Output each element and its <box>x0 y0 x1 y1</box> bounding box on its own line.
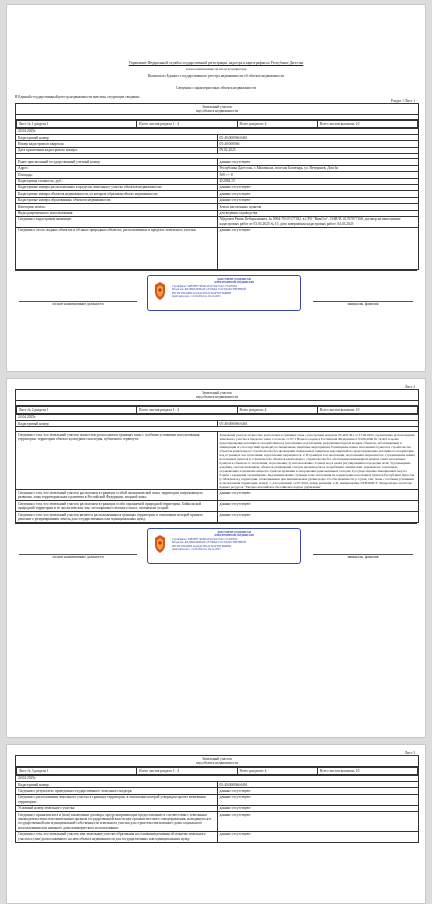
row-label: Сведения о том, что земельный участок или земельные участки образованы на основании решения об изъятии земельного участка и (или) расположенного на нем объекта недвижимости для государственных или муниципальных нужд: <box>16 831 218 842</box>
row-label: Сведения о принятии акта и (или) заключении договора, предусматривающих предоставление в соответствии с земельным законодательством исполнительным органом государственной власти или органом местного самоуправления, находящегося в государственной или муниципальной собственности земельного участка для строительства наемного дома социального использования или наемного дома коммерческого использования: <box>16 812 218 832</box>
row-label: Сведения о расположении земельного участка в границах территории, в отношении которой утвержден проект межевания территории: <box>16 794 218 805</box>
cadastral-number-value: 05:40:000066:6461 <box>217 421 419 427</box>
row-value: данные отсутствуют <box>217 184 419 190</box>
stamp-owner: Владелец: ФЕДЕРАЛЬНАЯ СЛУЖБА ГОСУДАРСТВЕННОЙ <box>172 288 246 292</box>
document-page-2 <box>6 378 426 738</box>
section-sheets-total: Всего листов раздела 1 : 4 <box>137 768 237 774</box>
row-value: 500 +/- 8 <box>217 172 419 178</box>
organization-caption: полное наименование органа регистрации прав <box>185 67 247 72</box>
organization-name: Управление Федеральной службы государственной регистрации, кадастра и картографии по Республике Дагестан <box>128 61 304 65</box>
document-page-1 <box>6 4 426 372</box>
object-type-caption: вид объекта недвижимости <box>196 761 238 766</box>
row-value: данные отсутствуют <box>217 831 419 842</box>
cadastral-number-label: Кадастровый номер: <box>16 135 218 141</box>
row-value: Земли населенных пунктов <box>217 204 419 210</box>
name-caption: инициалы, фамилия <box>347 554 379 559</box>
sections-total: Всего разделов: 4 <box>237 121 317 127</box>
row-value: 09.02.2025 <box>217 147 419 153</box>
row-label: Сведения о лесах, водных объектах и об иных природных объектах, расположенных в пределах земельного участка: <box>16 227 218 269</box>
cadastral-number-label: Кадастровый номер: <box>16 421 218 427</box>
row-value: данные отсутствуют <box>217 788 419 794</box>
intro-text: В Единый государственный реестр недвижимости внесены следующие сведения: <box>15 94 140 99</box>
document-header <box>7 5 425 78</box>
row-value: данные отсутствуют <box>217 805 419 811</box>
sheet-marker: Лист 2 <box>404 385 415 389</box>
sections-total: Всего разделов: 4 <box>237 407 317 413</box>
cadastral-table-2 <box>15 389 419 522</box>
sections-total: Всего разделов: 4 <box>237 768 317 774</box>
object-type-cell <box>16 390 419 401</box>
row-value: данные отсутствуют <box>217 227 419 269</box>
object-type-cell <box>16 756 419 767</box>
object-type-caption: вид объекта недвижимости <box>196 109 238 114</box>
row-value: 452084.15 <box>217 178 419 184</box>
row-value: данные отсутствуют <box>217 159 419 165</box>
row-label: Адрес: <box>16 165 218 171</box>
row-value: 05:40:000066 <box>217 141 419 147</box>
stamp-subtitle: ЭЛЕКТРОННОЙ ПОДПИСЬЮ <box>213 534 255 538</box>
row-label: Сведения о том, что земельный участок расположен в границах особо охраняемой природной территории, Байкальской природной территории и ее экологических зон, лесопаркового зеленого пояса, охотничьих угодий: <box>16 501 218 512</box>
row-label: Кадастровая стоимость, руб.: <box>16 178 218 184</box>
row-value: Земельный участок полностью расположен в границах зоны с реестровым номером 05:40-6.361 от 27.09.2022, ограничение использования земельного участка в пределах зоны: Согласно ст. 67.1 Водного кодекса Российской Федерации от 03.06.2006 № 74-ФЗ, в целях предотвращения негативного воздействия вод (затопления, подтопления, разрушения берегов водных объектов, заболачивания) и ликвидации его последствий проводятся специальные защитные мероприятия. Размещение новых населенных пунктов и строительство объектов капитального строительства без проведения специальных защитных мероприятий по предотвращению негативного воздействия вод в границах зон затопления, подтопления запрещаются. 2. В границах зон затопления, подтопления запрещаются: 1) размещение новых населенных пунктов и строительство объектов капитального строительства без обеспечения инженерной защиты таких населенных пунктов и объектов от затопления, подтопления; 2) использование сточных вод в целях регулирования плодородия почв; 3) размещение кладбищ, скотомогильников, объектов размещения отходов производства и потребления, химических, взрывчатых, токсичных, отравляющих и ядовитых веществ, пунктов хранения и захоронения радиоактивных отходов; 4) осуществление авиационных мер по борьбе с вредными организмами., вид/наименование: Граница зоны затопления на территориях населенных пунктов Республики Дагестан (г. Махачкала), территории, затапливаемые при максимальном уровне воды 1% обеспеченности р. Сулак, тип: Зоны с особыми условиями использования территории, номер: 1, дата решения: 12.07.2022, номер решения: 2-П, наименование ОГВ/ОМСУ: Федеральное агентство водных ресурсов "Западно-Каспийское бассейновое водное управление" <box>217 432 419 490</box>
cadastral-number-value: 05:40:000066:6461 <box>217 782 419 788</box>
row-label: Кадастровые номера расположенных в пределах земельного участка объектов недвижимости: <box>16 184 218 190</box>
row-label: Сведения о том, что земельный участок является расположенным в границах территории, в отношении которой принято решение о резервировании земель для государственных или муниципальных нужд: <box>16 512 218 523</box>
row-label: Виды разрешенного использования: <box>16 210 218 216</box>
row-label: Сведения о том, что земельный участок полностью расположен в границах зоны с особыми условиями использования территории, территории объекта культурного наследия, публичного сервитута: <box>16 432 218 490</box>
sheet-number: Лист № 1 раздела 1 <box>17 121 137 127</box>
cadastral-table-1 <box>15 103 419 269</box>
row-label: Номер кадастрового квартала: <box>16 141 218 147</box>
row-value: для ведения садоводства <box>217 210 419 216</box>
object-type-caption: вид объекта недвижимости <box>196 395 238 400</box>
row-value: данные отсутствуют <box>217 191 419 197</box>
signature-block <box>15 270 417 316</box>
extract-sheets-total: Всего листов выписки: 10 <box>317 121 417 127</box>
row-label: Площадь: <box>16 172 218 178</box>
coat-of-arms-icon <box>152 281 168 301</box>
stamp-validity: Действителен с 11.09.2024 по 04.12.2025 <box>172 548 221 552</box>
row-label: Сведения о кадастровом инженере: <box>16 216 218 227</box>
row-label: Сведения о том, что земельный участок расположен в границах особой экономической зоны, территории опережающего развития, зоны территориального развития в Российской Федерации, игорной зоны: <box>16 490 218 501</box>
object-type: Земельный участок <box>202 756 232 761</box>
stamp-certificate: Сертификат: 00B50B770Е6EAF2479A75A1C57A85F04 <box>172 537 238 541</box>
stamp-title: ДОКУМЕНТ ПОДПИСАН <box>217 530 251 534</box>
cadastral-table-3 <box>15 755 419 842</box>
extract-title: Выписка из Единого государственного реестра недвижимости об объекте недвижимости <box>147 73 285 78</box>
stamp-owner-cont: РЕГИСТРАЦИИ, КАДАСТРА И КАРТОГРАФИИ <box>172 544 232 548</box>
extract-date: 24.04.2025г. <box>16 775 419 781</box>
stamp-certificate: Сертификат: 00B50B770Е6EAF2479A75A1C57A85F04 <box>172 284 238 288</box>
row-label: Кадастровые номера объектов недвижимости, из которых образован объект недвижимости: <box>16 191 218 197</box>
row-label: Сведения о результатах проведения государственного земельного надзора: <box>16 788 218 794</box>
cadastral-number-value: 05:40:000066:6461 <box>217 135 419 141</box>
object-type: Земельный участок <box>202 390 232 395</box>
extract-sheets-total: Всего листов выписки: 10 <box>317 407 417 413</box>
section-title: Сведения о характеристиках объекта недвижимости <box>176 86 256 91</box>
sheet-number: Лист № 2 раздела 1 <box>17 407 137 413</box>
row-label: Дата присвоения кадастрового номера: <box>16 147 218 153</box>
stamp-owner: Владелец: ФЕДЕРАЛЬНАЯ СЛУЖБА ГОСУДАРСТВЕННОЙ <box>172 541 246 545</box>
stamp-owner-cont: РЕГИСТРАЦИИ, КАДАСТРА И КАРТОГРАФИИ <box>172 291 232 295</box>
document-page-3 <box>6 744 426 904</box>
row-value: данные отсутствуют <box>217 512 419 523</box>
object-type-cell <box>16 104 419 115</box>
electronic-signature-stamp <box>147 528 301 564</box>
object-type: Земельный участок <box>202 104 232 109</box>
stamp-title: ДОКУМЕНТ ПОДПИСАН <box>217 277 251 281</box>
stamp-subtitle: ЭЛЕКТРОННОЙ ПОДПИСЬЮ <box>213 281 255 285</box>
row-value: данные отсутствуют <box>217 501 419 512</box>
section-reference: Раздел 1 Лист 1 <box>391 99 415 104</box>
signature-block <box>15 523 417 569</box>
extract-date: 24.04.2025г. <box>16 414 419 420</box>
row-label: Условный номер земельного участка: <box>16 805 218 811</box>
coat-of-arms-icon <box>152 534 168 554</box>
position-caption: полное наименование должности <box>52 554 104 559</box>
row-label: Ранее присвоенный государственный учетный номер: <box>16 159 218 165</box>
row-value: данные отсутствуют <box>217 197 419 203</box>
extract-sheets-total: Всего листов выписки: 10 <box>317 768 417 774</box>
extract-date: 24.04.2025г. <box>16 128 419 134</box>
row-label: Категория земель: <box>16 204 218 210</box>
cadastral-number-label: Кадастровый номер: <box>16 782 218 788</box>
row-value: данные отсутствуют <box>217 812 419 832</box>
row-value: данные отсутствуют <box>217 490 419 501</box>
section-sheets-total: Всего листов раздела 1 : 4 <box>137 407 237 413</box>
row-value: Абдулаев Рамис Кебирханович, № 0964-7010?177182, в СРО "ВимГео", СНИЛС 01767877168, договор на выполнение кадастровых работ от 03.03.2025 № 15, дата завершения кадастровых работ: 04.03.2025 <box>217 216 419 227</box>
row-value: Республика Дагестан, г. Махачкала, поселок Богатырь, ул. Ветеранов, Дом 6а <box>217 165 419 171</box>
sheet-marker: Лист 3 <box>404 751 415 755</box>
sheet-number: Лист № 3 раздела 1 <box>17 768 137 774</box>
row-label: Кадастровые номера образованных объектов недвижимости: <box>16 197 218 203</box>
electronic-signature-stamp <box>147 275 301 311</box>
section-sheets-total: Всего листов раздела 1 : 4 <box>137 121 237 127</box>
position-caption: полное наименование должности <box>52 301 104 306</box>
row-value: данные отсутствуют <box>217 794 419 805</box>
name-caption: инициалы, фамилия <box>347 301 379 306</box>
stamp-validity: Действителен с 11.09.2024 по 04.12.2025 <box>172 295 221 299</box>
